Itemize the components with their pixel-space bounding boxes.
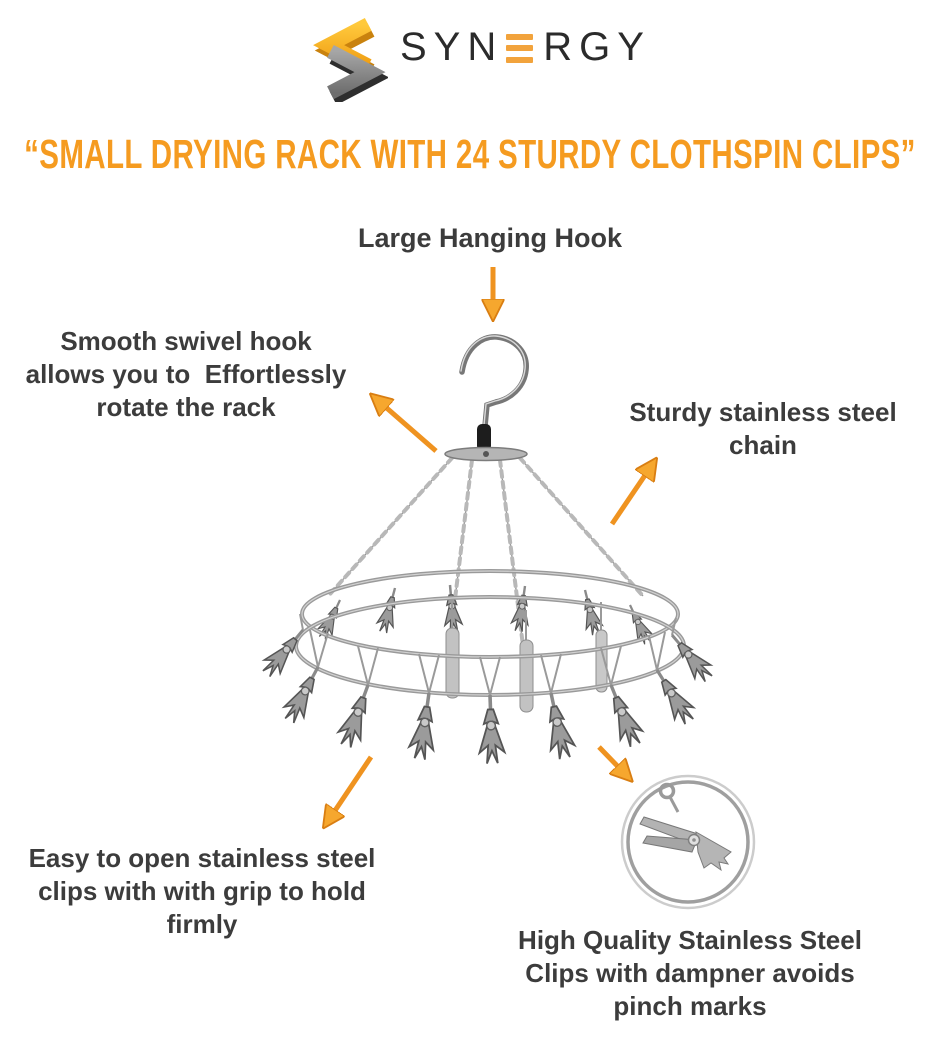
callout-high-quality-clips: High Quality Stainless Steel Clips with dampner avoids pinch marks <box>518 925 862 1021</box>
callout-easy-open-clips: Easy to open stainless steel clips with with grip to hold firmly <box>28 843 376 939</box>
callout-large-hanging-hook: Large Hanging Hook <box>357 223 622 253</box>
callout-steel-chain: Sturdy stainless steel chain <box>629 397 897 460</box>
chain-arrow-icon <box>612 462 654 524</box>
headline: “SMALL DRYING RACK WITH 24 STURDY CLOTHSPIN CLIPS” <box>24 131 916 177</box>
brand-e-bars-icon <box>506 34 533 63</box>
callout-swivel-hook: Smooth swivel hook allows you to Effortlessly rotate the rack <box>25 326 347 422</box>
brand-logo-mark <box>298 8 388 102</box>
inset-clip-closeup <box>622 776 754 908</box>
brand-wordmark-pre: SYN <box>400 24 504 69</box>
brand-wordmark <box>400 24 651 70</box>
hook-graphic <box>445 336 527 461</box>
inset-arrow-icon <box>599 747 629 778</box>
swivel-arrow-icon <box>374 397 436 451</box>
clips-arrow-icon <box>326 757 371 824</box>
brand-wordmark-post: RGY <box>543 24 651 69</box>
ring-graphic <box>296 571 684 695</box>
